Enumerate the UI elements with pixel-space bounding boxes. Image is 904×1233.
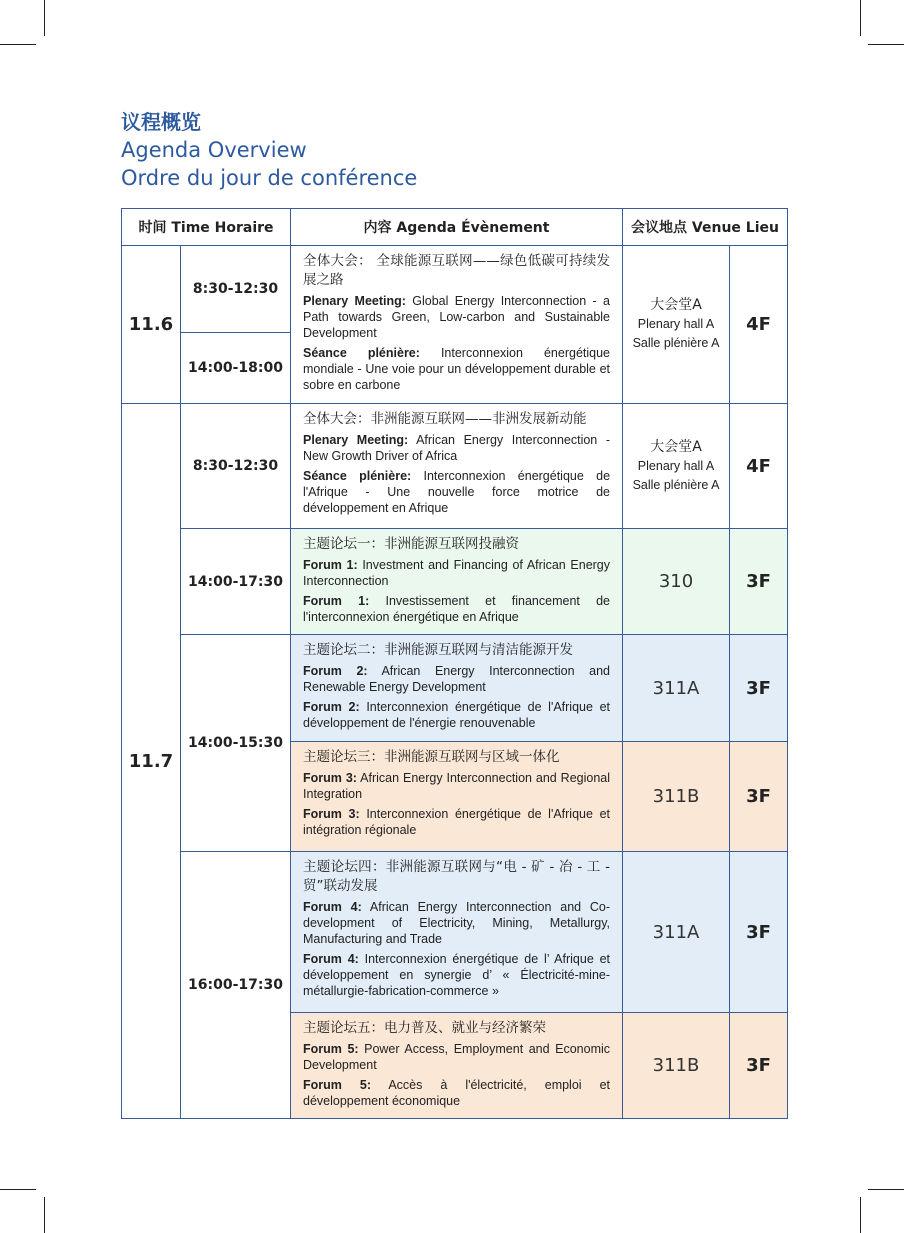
- session-fr: [303, 806, 610, 838]
- table-row: [122, 852, 788, 1013]
- text: Power Access, Employment and Economic Development: [303, 1042, 611, 1072]
- session-title-zh: 主题论坛五：电力普及、就业与经济繁荣: [303, 1020, 547, 1036]
- venue-en: Plenary hall A: [637, 317, 715, 331]
- venue-cell: [623, 246, 730, 404]
- session-cell: [291, 635, 623, 742]
- text: Interconnexion énergétique de l'Afrique et intégration régionale: [303, 807, 611, 837]
- page-header: [121, 108, 417, 192]
- time-cell: 8:30-12:30: [181, 246, 291, 333]
- label: Forum 3:: [303, 771, 357, 785]
- session-en: [303, 1041, 610, 1073]
- session-title-zh: 主题论坛一：非洲能源互联网投融资: [303, 536, 520, 552]
- crop-mark: [0, 44, 36, 45]
- session-cell: [291, 246, 623, 404]
- table-row: [122, 635, 788, 742]
- session-fr: [303, 699, 610, 731]
- crop-mark: [0, 1189, 36, 1190]
- venue-cell: [623, 404, 730, 529]
- session-title-zh: 主题论坛四：非洲能源互联网与“电 - 矿 - 冶 - 工 - 贸”联动发展: [303, 859, 611, 894]
- label: Forum 5:: [303, 1042, 359, 1056]
- room-cell: 311A: [623, 635, 730, 742]
- col-time-header: 时间 Time Horaire: [122, 209, 291, 246]
- session-cell: [291, 852, 623, 1013]
- venue-en: Plenary hall A: [637, 458, 715, 473]
- time-cell: 8:30-12:30: [181, 404, 291, 529]
- label: Plenary Meeting:: [303, 294, 406, 308]
- label: Forum 4:: [303, 952, 359, 966]
- table-header-row: [122, 209, 788, 246]
- session-cell: [291, 404, 623, 529]
- time-cell: 14:00-17:30: [181, 529, 291, 635]
- text: African Energy Interconnection and Regional Integration: [303, 771, 611, 801]
- session-fr: [303, 468, 610, 516]
- time-cell: 14:00-15:30: [181, 635, 291, 852]
- session-title-zh: 主题论坛三：非洲能源互联网与区域一体化: [303, 749, 560, 765]
- floor-cell: 3F: [730, 635, 788, 742]
- session-fr: [303, 1077, 610, 1109]
- session-fr: [303, 951, 610, 999]
- text: African Energy Interconnection - New Growth Driver of Africa: [303, 433, 611, 463]
- time-cell: 14:00-18:00: [181, 333, 291, 404]
- table-row: [122, 529, 788, 635]
- text: Investissement et financement de l'interconnexion énergétique en Afrique: [303, 594, 611, 624]
- col-agenda-header: 内容 Agenda Évènement: [291, 209, 623, 246]
- text: Interconnexion énergétique de l’ Afrique et développement en synergie d’ « Électricité-mine-métallurgie-fabrication-commerce »: [303, 952, 611, 998]
- crop-mark: [44, 1197, 45, 1233]
- label: Forum 3:: [303, 807, 360, 821]
- title-fr: Ordre du jour de conférence: [121, 166, 418, 190]
- label: Forum 5:: [303, 1078, 372, 1092]
- room-cell: 311B: [623, 1013, 730, 1119]
- label: Forum 1:: [303, 594, 370, 608]
- session-cell: [291, 742, 623, 852]
- col-venue-header: 会议地点 Venue Lieu: [623, 209, 788, 246]
- floor-cell: 4F: [730, 404, 788, 529]
- label: Séance plénière:: [303, 346, 420, 360]
- venue-zh: 大会堂A: [650, 438, 702, 455]
- crop-mark: [44, 0, 45, 36]
- room-cell: 311B: [623, 742, 730, 852]
- venue-fr: Salle plénière A: [632, 477, 720, 492]
- text: Interconnexion énergétique mondiale - Une voie pour un développement durable et sobre en carbone: [303, 346, 611, 392]
- crop-mark: [860, 1197, 861, 1233]
- crop-mark: [868, 44, 904, 45]
- agenda-table: [121, 208, 788, 1119]
- label: Forum 2:: [303, 664, 368, 678]
- session-fr: [303, 345, 610, 393]
- room-cell: 310: [623, 529, 730, 635]
- venue-fr: Salle plénière A: [632, 336, 720, 350]
- text: Interconnexion énergétique de l'Afrique - Une nouvelle force motrice de développement en Afrique: [303, 469, 611, 515]
- label: Forum 1:: [303, 558, 358, 572]
- session-fr: [303, 593, 610, 625]
- session-cell: [291, 529, 623, 635]
- label: Forum 2:: [303, 700, 360, 714]
- floor-cell: 4F: [730, 246, 788, 404]
- session-title-zh: 主题论坛二：非洲能源互联网与清洁能源开发: [303, 642, 574, 658]
- floor-cell: 3F: [730, 742, 788, 852]
- floor-cell: 3F: [730, 529, 788, 635]
- table-row: [122, 404, 788, 529]
- session-cell: [291, 1013, 623, 1119]
- venue-zh: 大会堂A: [650, 297, 702, 313]
- title-zh: 议程概览: [121, 110, 201, 134]
- floor-cell: 3F: [730, 1013, 788, 1119]
- date-cell: 11.7: [122, 404, 181, 1119]
- text: African Energy Interconnection and Renewable Energy Development: [303, 664, 611, 694]
- date-cell: 11.6: [122, 246, 181, 404]
- crop-mark: [860, 0, 861, 36]
- text: Global Energy Interconnection - a Path towards Green, Low-carbon and Sustainable Development: [303, 294, 611, 340]
- floor-cell: 3F: [730, 852, 788, 1013]
- session-en: [303, 432, 610, 464]
- table-row: [122, 246, 788, 333]
- text: African Energy Interconnection and Co-development of Electricity, Mining, Metallurgy, Manufacturing and Trade: [303, 900, 611, 946]
- text: Interconnexion énergétique de l'Afrique et développement de l'énergie renouvenable: [303, 700, 611, 730]
- crop-mark: [868, 1189, 904, 1190]
- session-title-zh: 全体大会： 全球能源互联网——绿色低碳可持续发展之路: [303, 253, 611, 288]
- text: Investment and Financing of African Energy Interconnection: [303, 558, 611, 588]
- session-en: [303, 557, 610, 589]
- session-en: [303, 663, 610, 695]
- session-title-zh: 全体大会：非洲能源互联网——非洲发展新动能: [303, 411, 587, 427]
- time-cell: 16:00-17:30: [181, 852, 291, 1119]
- title-en: Agenda Overview: [121, 138, 307, 162]
- session-en: [303, 770, 610, 802]
- text: Accès à l'électricité, emploi et développement économique: [303, 1078, 610, 1108]
- label: Séance plénière:: [303, 469, 412, 483]
- label: Plenary Meeting:: [303, 433, 409, 447]
- room-cell: 311A: [623, 852, 730, 1013]
- session-en: [303, 899, 610, 947]
- session-en: [303, 293, 610, 341]
- label: Forum 4:: [303, 900, 362, 914]
